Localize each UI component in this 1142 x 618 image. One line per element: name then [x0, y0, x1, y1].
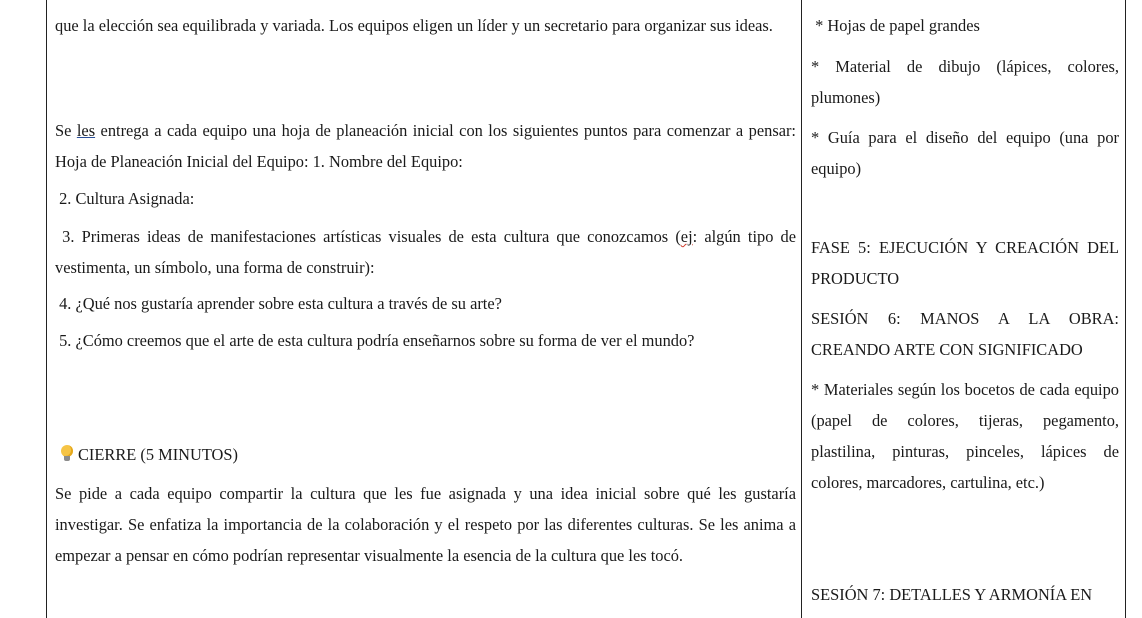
list-item-4: 4. ¿Qué nos gustaría aprender sobre esta cultura a través de su arte?: [55, 294, 502, 313]
list-item-3: [55, 221, 796, 283]
paragraph-planning-sheet: [55, 115, 796, 177]
heading-sesion-6: SESIÓN 6: MANOS A LA OBRA: CREANDO ARTE CON SIGNIFICADO: [811, 309, 1119, 359]
table-border-middle: [801, 0, 802, 618]
text-fragment: : algún tipo de vestimenta, un símbolo, una forma de construir):: [55, 227, 797, 277]
paragraph-cierre: Se pide a cada equipo compartir la cultura que les fue asignada y una idea inicial sobre qué les gustaría investigar. Se enfatiza la importancia de la colaboración y el respeto por las diferentes culturas. Se les anima a empezar a pensar en cómo podrían representar visualmente la esencia de la cultura que les tocó.: [55, 484, 796, 565]
table-border-right: [1125, 0, 1126, 618]
lightbulb-icon: [59, 445, 75, 462]
text-fragment: Se: [55, 121, 77, 140]
underlined-word: les: [76, 121, 96, 140]
table-border-left: [46, 0, 47, 618]
list-item-5: 5. ¿Cómo creemos que el arte de esta cultura podría enseñarnos sobre su forma de ver el mundo?: [55, 331, 695, 350]
text-fragment: 3. Primeras ideas de manifestaciones artísticas visuales de esta cultura que conozcamos (: [55, 227, 681, 246]
paragraph-team-selection: que la elección sea equilibrada y variada. Los equipos eligen un líder y un secretario para organizar sus ideas.: [55, 16, 773, 35]
spellcheck-flagged-word: ej: [680, 227, 693, 246]
cierre-heading-line: [55, 439, 796, 470]
cierre-heading: CIERRE (5 MINUTOS): [78, 445, 238, 464]
heading-fase-5: FASE 5: EJECUCIÓN Y CREACIÓN DEL PRODUCTO: [811, 238, 1119, 288]
text-fragment: entrega a cada equipo una hoja de planeación inicial con los siguientes puntos para comenzar a pensar: Hoja de Planeación Inicial del Equipo: 1. Nombre del Equipo:: [55, 121, 796, 171]
list-item-2: 2. Cultura Asignada:: [55, 189, 195, 208]
heading-sesion-7: SESIÓN 7: DETALLES Y ARMONÍA EN: [811, 585, 1093, 604]
material-item-session-materials: * Materiales según los bocetos de cada equipo (papel de colores, tijeras, pegamento, plastilina, pinturas, pinceles, lápices de colores, marcadores, cartulina, etc.): [811, 380, 1119, 492]
material-item-drawing: * Material de dibujo (lápices, colores, plumones): [811, 57, 1119, 107]
material-item-guide: * Guía para el diseño del equipo (una por equipo): [811, 128, 1119, 178]
material-item-large-paper: * Hojas de papel grandes: [811, 16, 980, 35]
